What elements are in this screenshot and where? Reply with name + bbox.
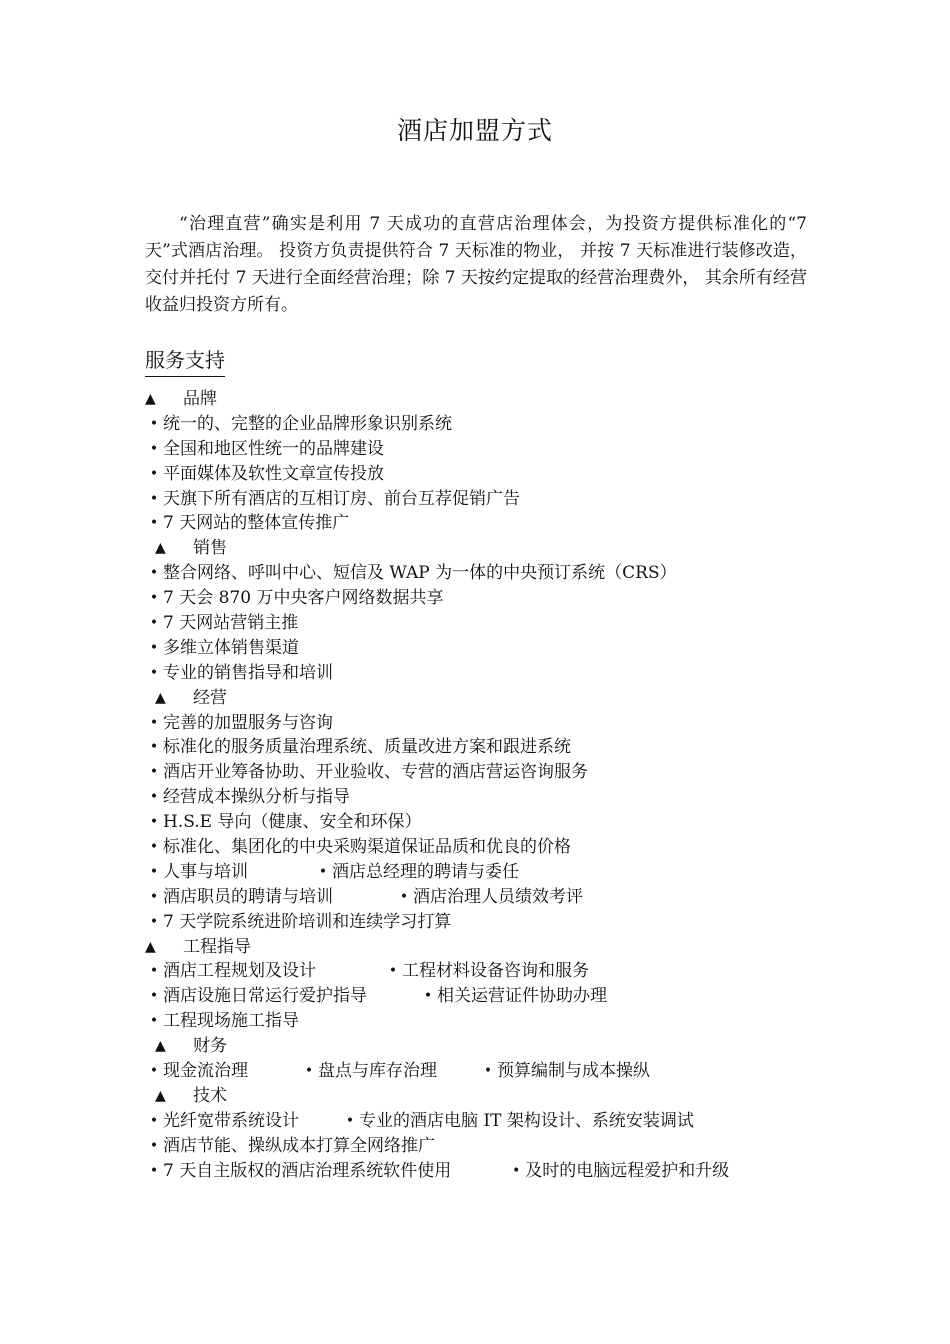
list-item-text: 酒店总经理的聘请与委任 <box>332 861 519 882</box>
list-item-pair <box>145 1159 825 1184</box>
list-item-pair <box>145 1109 825 1134</box>
list-item-text: 标准化的服务质量治理系统、质量改进方案和跟进系统 <box>163 737 571 758</box>
list-item-text: 7 天网站的整体宣传推广 <box>163 513 350 534</box>
list-item-text: 及时的电脑远程爱护和升级 <box>525 1160 730 1181</box>
bullet-icon: • <box>149 590 159 607</box>
list-item <box>145 1159 451 1184</box>
list-item <box>300 1059 437 1084</box>
list-item <box>145 885 333 910</box>
list-item-text: 整合网络、呼叫中心、短信及 WAP 为一体的中央预订系统（CRS） <box>163 563 677 584</box>
bullet-icon: • <box>149 739 159 756</box>
bullet-icon: • <box>318 863 328 880</box>
bullet-icon: • <box>149 615 159 632</box>
list-item <box>145 487 825 512</box>
list-item <box>145 611 825 636</box>
category-label: 财务 <box>193 1036 227 1057</box>
bullet-icon: • <box>149 1137 159 1154</box>
category-label: 工程指导 <box>183 936 251 957</box>
list-item <box>145 511 825 536</box>
bullet-icon: • <box>149 764 159 781</box>
list-item-pair <box>145 959 825 984</box>
triangle-icon: ▲ <box>155 1087 166 1104</box>
list-item <box>145 561 825 586</box>
list-item-text: 人事与培训 <box>163 861 248 882</box>
bullet-icon: • <box>149 440 159 457</box>
list-item-text: 光纤宽带系统设计 <box>163 1110 299 1131</box>
bullet-icon: • <box>423 988 433 1005</box>
bullet-icon: • <box>149 1013 159 1030</box>
bullet-icon: • <box>304 1063 314 1080</box>
list-item-text: 酒店治理人员绩效考评 <box>413 886 583 907</box>
list-item-pair <box>145 860 825 885</box>
list-item <box>145 1009 825 1034</box>
section-heading-service-support: 服务支持 <box>145 345 225 377</box>
bullet-icon: • <box>512 1162 521 1179</box>
bullet-icon: • <box>345 1112 355 1129</box>
list-item-text: 7 天会 870 万中央客户网络数据共享 <box>163 588 444 609</box>
list-item-text: 工程现场施工指导 <box>163 1011 299 1032</box>
list-item <box>145 661 825 686</box>
list-item-text: 天旗下所有酒店的互相订房、前台互荐促销广告 <box>163 488 520 509</box>
list-item <box>145 1134 825 1159</box>
list-item <box>145 785 825 810</box>
bullet-icon: • <box>149 490 159 507</box>
bullet-icon: • <box>149 1162 159 1179</box>
triangle-icon: ▲ <box>145 938 156 955</box>
list-item <box>145 735 825 760</box>
category-tech <box>145 1084 825 1109</box>
list-item <box>507 1159 729 1184</box>
list-item <box>419 984 607 1009</box>
list-item-text: 多维立体销售渠道 <box>163 637 299 658</box>
list-item-text: H.S.E 导向（健康、安全和环保） <box>163 812 422 833</box>
list-item <box>479 1059 650 1084</box>
bullet-icon: • <box>149 465 159 482</box>
list-item <box>395 885 583 910</box>
list-item-text: 标准化、集团化的中央采购渠道保证品质和优良的价格 <box>163 837 571 858</box>
list-item-text: 酒店节能、操纵成本打算全网络推广 <box>163 1135 435 1156</box>
list-item <box>145 412 825 437</box>
list-item <box>145 1059 248 1084</box>
intro-paragraph: “治理直营”确实是利用 7 天成功的直营店治理体会，为投资方提供标准化的“7 天”式酒店治理。 投资方负责提供符合 7 天标准的物业， 并按 7 天标准进行装修改造，交付并托付 7 天进行全面经营治理；除 7 天按约定提取的经营治理费外， 其余所有经营收益归投资方所有。 <box>145 214 807 315</box>
list-item-text: 全国和地区性统一的品牌建设 <box>163 438 384 459</box>
bullet-icon: • <box>399 888 409 905</box>
document-title: 酒店加盟方式 <box>396 116 553 145</box>
list-item <box>145 462 825 487</box>
category-brand <box>145 387 825 412</box>
bullet-icon: • <box>149 988 159 1005</box>
list-item <box>145 437 825 462</box>
list-item-text: 完善的加盟服务与咨询 <box>163 712 333 733</box>
triangle-icon: ▲ <box>145 391 156 407</box>
category-label: 品牌 <box>183 389 217 409</box>
list-item <box>145 586 825 611</box>
bullet-icon: • <box>149 639 159 656</box>
bullet-icon: • <box>149 565 159 582</box>
list-item-pair <box>145 984 825 1009</box>
list-item <box>145 835 825 860</box>
list-item-triple <box>145 1059 825 1084</box>
list-item <box>145 959 316 984</box>
bullet-icon: • <box>149 415 159 432</box>
triangle-icon: ▲ <box>155 1038 166 1055</box>
bullet-icon: • <box>149 888 159 905</box>
list-item <box>384 959 589 984</box>
bullet-icon: • <box>149 515 159 532</box>
bullet-icon: • <box>149 863 159 880</box>
category-sales <box>145 536 825 561</box>
bullet-icon: • <box>149 814 159 831</box>
list-item <box>341 1109 694 1134</box>
list-item <box>145 1109 299 1134</box>
list-item-text: 酒店工程规划及设计 <box>163 961 316 982</box>
list-item-text: 专业的销售指导和培训 <box>163 662 333 683</box>
list-item-text: 7 天网站营销主推 <box>163 613 299 634</box>
list-item-text: 专业的酒店电脑 IT 架构设计、系统安装调试 <box>359 1110 694 1131</box>
list-item <box>145 810 825 835</box>
bullet-icon: • <box>149 963 159 980</box>
category-label: 销售 <box>193 538 227 559</box>
category-label: 技术 <box>193 1085 227 1106</box>
list-item-text: 盘点与库存治理 <box>318 1061 437 1082</box>
bullet-icon: • <box>388 963 398 980</box>
service-list <box>145 387 825 1184</box>
list-item-text: 酒店开业筹备协助、开业验收、专营的酒店营运咨询服务 <box>163 762 588 783</box>
list-item <box>145 910 825 935</box>
bullet-icon: • <box>149 913 159 930</box>
list-item-text: 7 天学院系统进阶培训和连续学习打算 <box>163 911 452 932</box>
list-item <box>314 860 519 885</box>
list-item-text: 平面媒体及软性文章宣传投放 <box>163 463 384 484</box>
list-item-text: 预算编制与成本操纵 <box>497 1061 650 1082</box>
list-item-text: 酒店设施日常运行爱护指导 <box>163 986 367 1007</box>
category-engineering <box>145 935 825 960</box>
list-item-text: 酒店职员的聘请与培训 <box>163 886 333 907</box>
list-item-text: 现金流治理 <box>163 1061 248 1082</box>
list-item <box>145 760 825 785</box>
category-label: 经营 <box>193 687 227 708</box>
list-item-text: 工程材料设备咨询和服务 <box>402 961 589 982</box>
list-item-text: 7 天自主版权的酒店治理系统软件使用 <box>163 1160 452 1181</box>
list-item-pair <box>145 885 825 910</box>
bullet-icon: • <box>149 839 159 856</box>
triangle-icon: ▲ <box>155 540 166 557</box>
bullet-icon: • <box>483 1063 493 1080</box>
bullet-icon: • <box>149 664 159 681</box>
category-finance <box>145 1034 825 1059</box>
list-item <box>145 636 825 661</box>
bullet-icon: • <box>149 1112 159 1129</box>
list-item <box>145 860 248 885</box>
category-operation <box>145 686 825 711</box>
list-item-text: 相关运营证件协助办理 <box>437 986 607 1007</box>
bullet-icon: • <box>149 789 159 806</box>
list-item-text: 经营成本操纵分析与指导 <box>163 787 350 808</box>
triangle-icon: ▲ <box>155 689 166 706</box>
list-item <box>145 711 825 736</box>
list-item <box>145 984 367 1009</box>
bullet-icon: • <box>149 714 159 731</box>
list-item-text: 统一的、完整的企业品牌形象识别系统 <box>163 413 452 434</box>
bullet-icon: • <box>149 1063 159 1080</box>
